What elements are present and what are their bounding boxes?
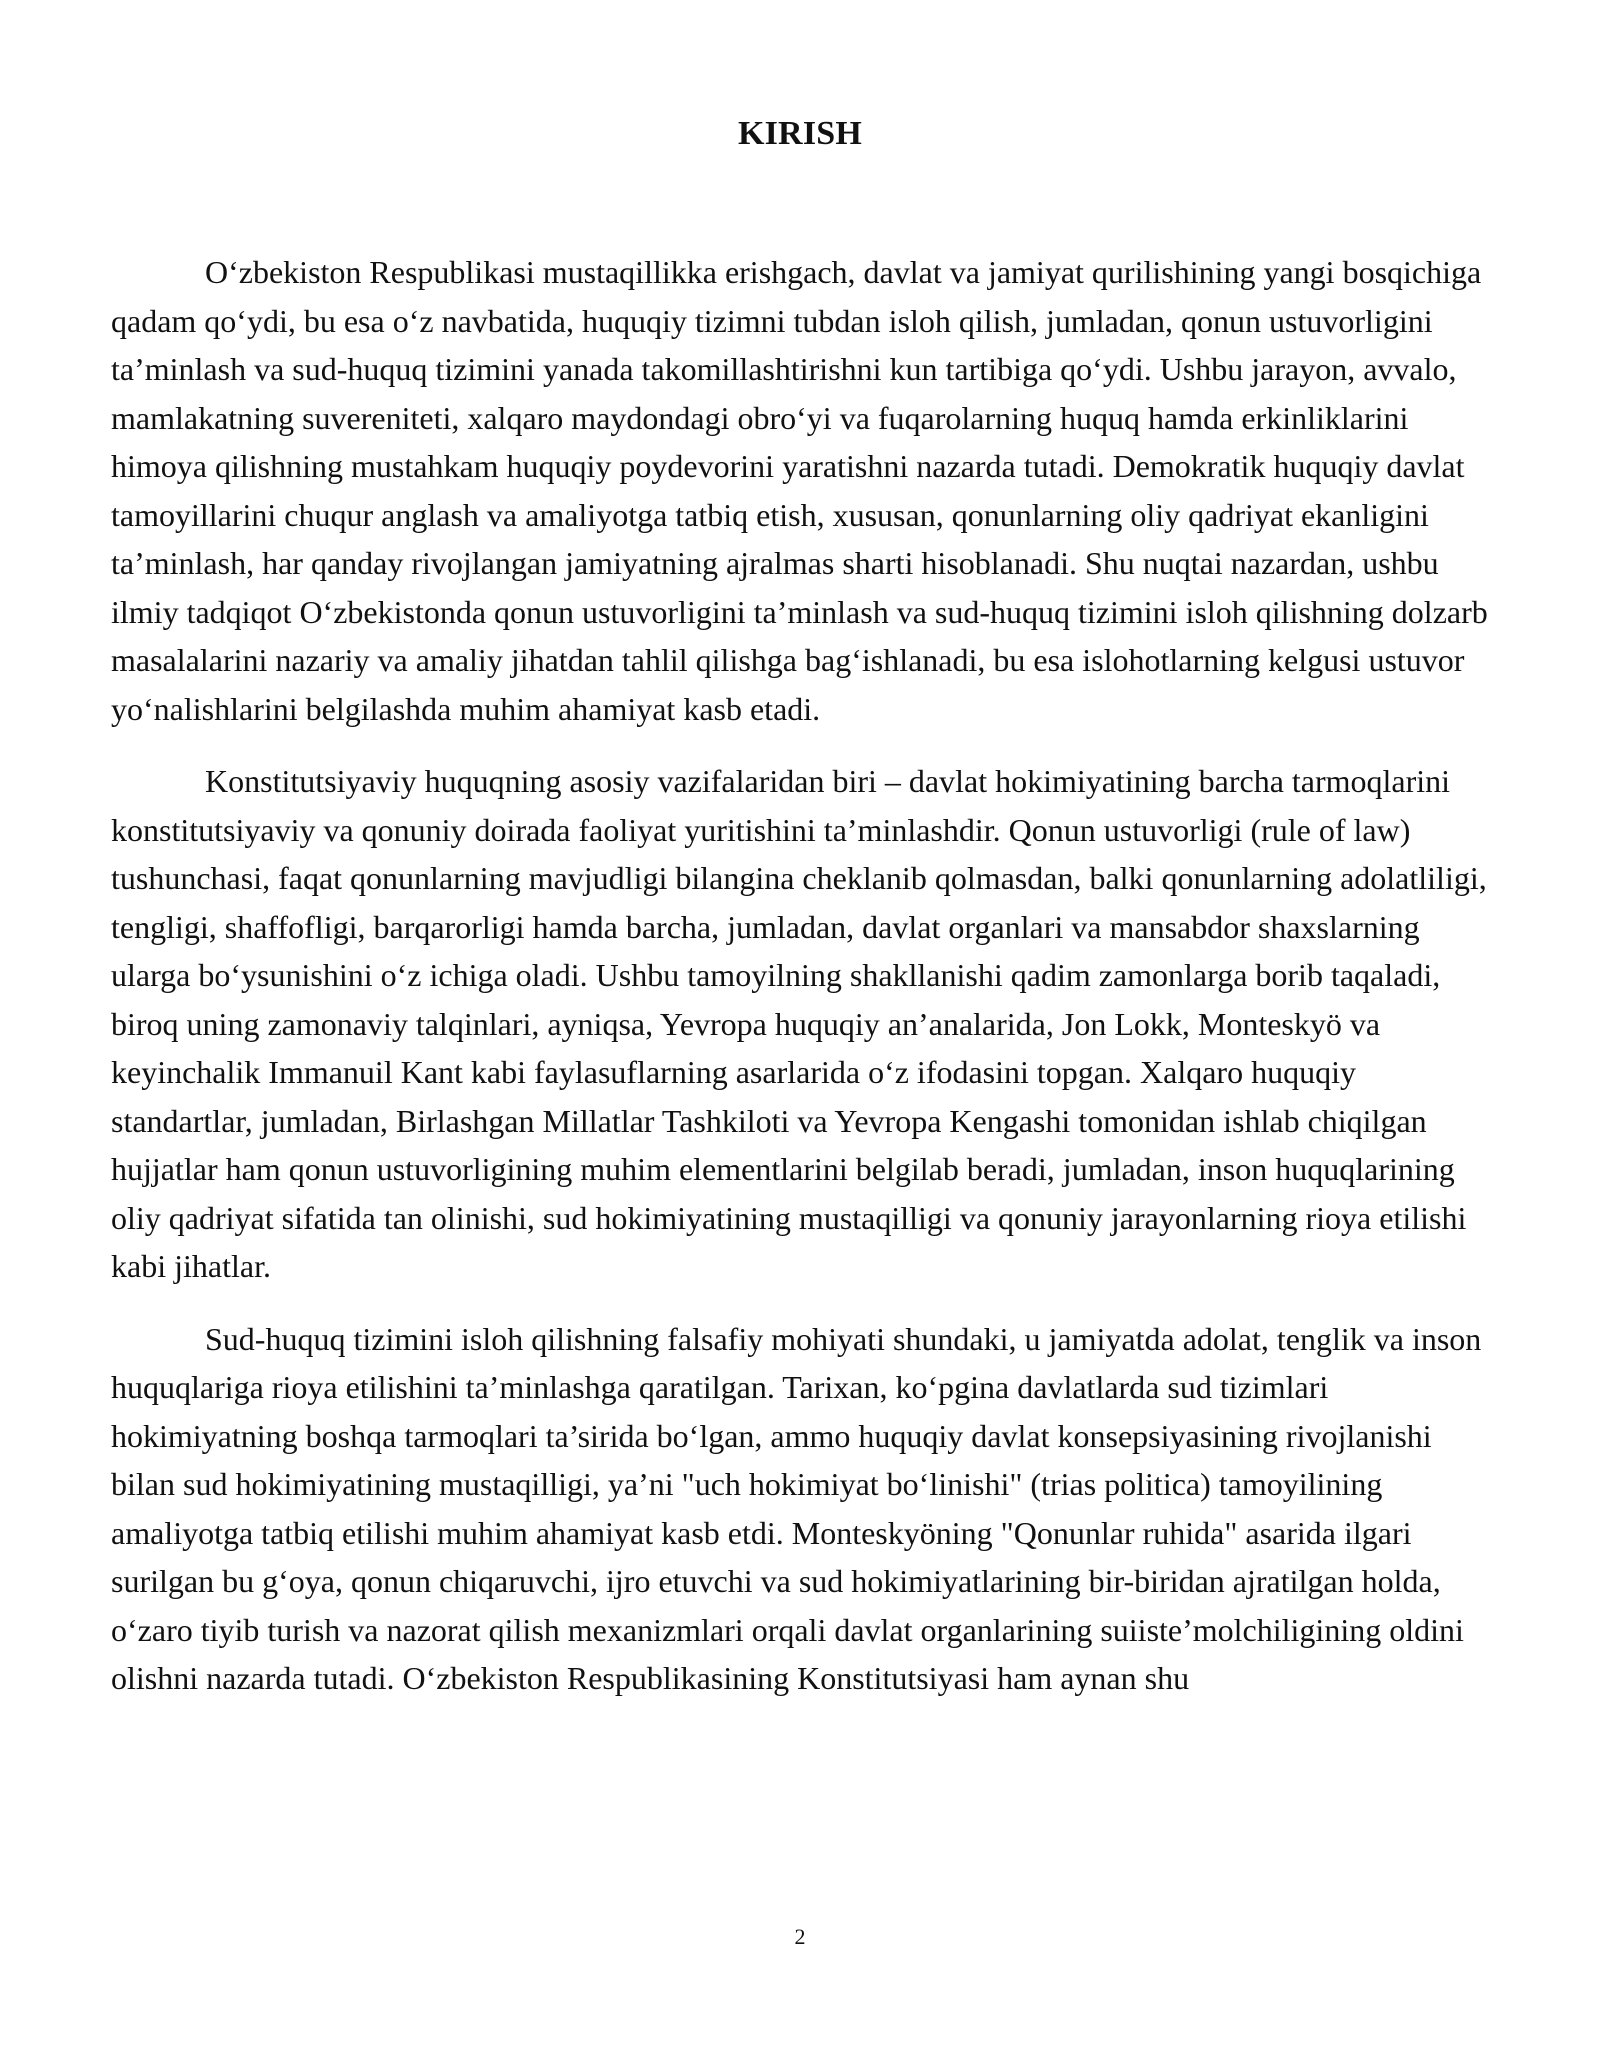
paragraph-1: O‘zbekiston Respublikasi mustaqillikka erishgach, davlat va jamiyat qurilishining yangi bosqichiga qadam qo‘ydi, bu esa o‘z navbatida, huquqiy tizimni tubdan isloh qilish, jumladan, qonun ustuvorligini ta’minlash va sud-huquq tizimini yanada takomillashtirishni kun tartibiga qo‘ydi. Ushbu jarayon, avvalo, mamlakatning suvereniteti, xalqaro maydondagi obro‘yi va fuqarolarning huquq hamda erkinliklarini himoya qilishning mustahkam huquqiy poydevorini yaratishni nazarda tutadi. Demokratik huquqiy davlat tamoyillarini chuqur anglash va amaliyotga tatbiq etish, xususan, qonunlarning oliy qadriyat ekanligini ta’minlash, har qanday rivojlangan jamiyatning ajralmas sharti hisoblanadi. Shu nuqtai nazardan, ushbu ilmiy tadqiqot O‘zbekistonda qonun ustuvorligini ta’minlash va sud-huquq tizimini isloh qilishning dolzarb masalalarini nazariy va amaliy jihatdan tahlil qilishga bag‘ishlanadi, bu esa islohotlarning kelgusi ustuvor yo‘nalishlarini belgilashda muhim ahamiyat kasb etadi. xyxy=(111,254,1488,727)
paragraph-3: Sud-huquq tizimini isloh qilishning falsafiy mohiyati shundaki, u jamiyatda adolat, tenglik va inson huquqlariga rioya etilishini ta’minlashga qaratilgan. Tarixan, ko‘pgina davlatlarda sud tizimlari hokimiyatning boshqa tarmoqlari ta’sirida bo‘lgan, ammo huquqiy davlat konsepsiyasining rivojlanishi bilan sud hokimiyatining mustaqilligi, ya’ni "uch hokimiyat bo‘linishi" (trias politica) tamoyilining amaliyotga tatbiq etilishi muhim ahamiyat kasb etdi. Monteskyöning "Qonunlar ruhida" asarida ilgari surilgan bu g‘oya, qonun chiqaruvchi, ijro etuvchi va sud hokimiyatlarining bir-biridan ajratilgan holda, o‘zaro tiyib turish va nazorat qilish mexanizmlari orqali davlat organlarining suiiste’molchiligining oldini olishni nazarda tutadi. O‘zbekiston Respublikasining Konstitutsiyasi ham aynan shu xyxy=(111,1320,1482,1696)
page-number: 2 xyxy=(794,1924,806,1949)
section-heading: KIRISH xyxy=(737,115,863,152)
body-text xyxy=(111,248,1489,1703)
paragraph-2: Konstitutsiyaviy huquqning asosiy vazifalaridan biri – davlat hokimiyatining barcha tarmoqlarini konstitutsiyaviy va qonuniy doirada faoliyat yuritishini ta’minlashdir. Qonun ustuvorligi (rule of law) tushunchasi, faqat qonunlarning mavjudligi bilangina cheklanib qolmasdan, balki qonunlarning adolatliligi, tengligi, shaffofligi, barqarorligi hamda barcha, jumladan, davlat organlari va mansabdor shaxslarning ularga bo‘ysunishini o‘z ichiga oladi. Ushbu tamoyilning shakllanishi qadim zamonlarga borib taqaladi, biroq uning zamonaviy talqinlari, ayniqsa, Yevropa huquqiy an’analarida, Jon Lokk, Monteskyö va keyinchalik Immanuil Kant kabi faylasuflarning asarlarida o‘z ifodasini topgan. Xalqaro huquqiy standartlar, jumladan, Birlashgan Millatlar Tashkiloti va Yevropa Kengashi tomonidan ishlab chiqilgan hujjatlar ham qonun ustuvorligining muhim elementlarini belgilab beradi, jumladan, inson huquqlarining oliy qadriyat sifatida tan olinishi, sud hokimiyatining mustaqilligi va qonuniy jarayonlarning rioya etilishi kabi jihatlar. xyxy=(111,763,1487,1284)
